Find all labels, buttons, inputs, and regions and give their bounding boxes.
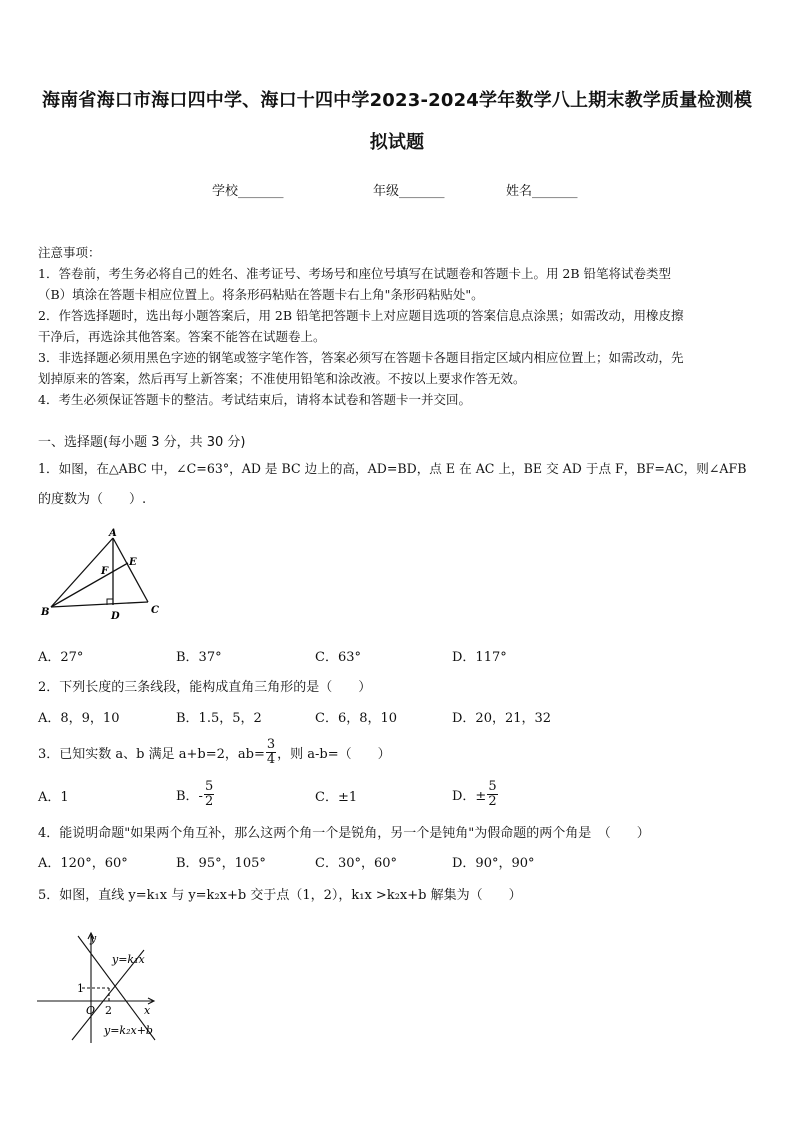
line-graph-figure	[34, 928, 174, 1048]
notes-line: （B）填涂在答题卡相应位置上。将条形码粘贴在答题卡右上角"条形码粘贴处"。	[38, 287, 484, 302]
point-d-label: D	[111, 611, 120, 622]
q3-fraction-num: 3	[266, 736, 276, 752]
q4-option-c[interactable]: C．30°，60°	[315, 856, 398, 871]
q2-option-c[interactable]: C．6，8，10	[315, 711, 398, 726]
q3-option-d-fraction	[487, 780, 497, 808]
q4-option-a[interactable]: A．120°，60°	[38, 856, 128, 871]
q4-option-d[interactable]: D．90°，90°	[452, 856, 535, 871]
point-a-label: A	[109, 528, 117, 539]
fraction-num: 5	[204, 778, 214, 794]
point-c-label: C	[151, 605, 159, 616]
q1-option-b[interactable]: B．37°	[176, 650, 222, 665]
point-f-label: F	[101, 566, 109, 577]
side-ac	[113, 538, 148, 602]
notes-line: 1．答卷前，考生务必将自己的姓名、准考证号、考场号和座位号填写在试题卷和答题卡上。用 2B 铅笔将试卷类型	[38, 266, 672, 281]
grade-field[interactable]: 年级_______	[373, 184, 445, 199]
q3-stem-text: 3．已知实数 a、b 满足 a+b=2，ab=	[38, 746, 265, 762]
fraction-num: 5	[488, 778, 497, 794]
q2-stem: 2．下列长度的三条线段，能构成直角三角形的是（ ）	[38, 680, 372, 695]
triangle-figure	[38, 525, 168, 625]
exam-title-line-2: 拟试题	[369, 132, 425, 153]
x-tick-label: 2	[105, 1004, 112, 1017]
q2-option-b[interactable]: B．1.5，5，2	[176, 711, 262, 726]
q3-stem	[38, 732, 391, 772]
notes-line: 3．非选择题必须用黑色字迹的钢笔或签字笔作答，答案必须写在答题卡各题目指定区域内相应位置上；如需改动，先	[38, 350, 684, 365]
q2-option-d[interactable]: D．20，21，32	[452, 711, 552, 726]
side-bc	[51, 602, 148, 607]
name-field[interactable]: 姓名_______	[506, 184, 578, 199]
q4-stem: 4．能说明命题"如果两个角互补，那么这两个角一个是锐角，另一个是钝角"为假命题的两个角是 （ ）	[38, 826, 650, 841]
line-1-label: y=k₁x	[112, 953, 145, 966]
segment-be	[51, 563, 128, 607]
x-axis-label: x	[144, 1004, 151, 1017]
exam-title-line-1: 海南省海口市海口四中学、海口十四中学2023-2024学年数学八上期末教学质量检测模	[41, 90, 753, 111]
notes-line: 划掉原来的答案，然后再写上新答案；不准使用铅笔和涂改液。不按以上要求作答无效。	[38, 371, 526, 386]
notes-heading: 注意事项：	[38, 245, 101, 260]
y-tick-label: 1	[77, 982, 84, 995]
point-e-label: E	[129, 557, 137, 568]
q2-option-a[interactable]: A．8，9，10	[38, 711, 120, 726]
q1-option-d[interactable]: D．117°	[452, 650, 507, 665]
section-heading: 一、选择题(每小题 3 分，共 30 分)	[38, 435, 246, 450]
line-2-label: y=k₂x+b	[104, 1024, 153, 1037]
q3-stem-tail: ，则 a-b=（ ）	[277, 746, 391, 762]
notes-line: 干净后，再选涂其他答案。答案不能答在试题卷上。	[38, 329, 326, 344]
q3-option-b-fraction	[204, 780, 214, 808]
q1-stem-line-2: 的度数为（ ）.	[38, 492, 147, 507]
q3-option-d[interactable]	[452, 774, 499, 814]
point-b-label: B	[41, 607, 50, 618]
q4-option-b[interactable]: B．95°，105°	[176, 856, 266, 871]
origin-label: O	[86, 1004, 96, 1017]
q3-option-b[interactable]	[176, 774, 215, 814]
q1-option-a[interactable]: A．27°	[38, 650, 84, 665]
notes-line: 2．作答选择题时，选出每小题答案后，用 2B 铅笔把答题卡上对应题目选项的答案信息点涂黑；如需改动，用橡皮擦	[38, 308, 684, 323]
school-field[interactable]: 学校_______	[212, 184, 284, 199]
q1-stem-line-1: 1．如图，在△ABC 中，∠C=63°，AD 是 BC 边上的高，AD=BD，点 E 在 AC 上，BE 交 AD 于点 F，BF=AC，则∠AFB	[38, 461, 747, 476]
notes-line: 4．考生必须保证答题卡的整洁。考试结束后，请将本试卷和答题卡一并交回。	[38, 392, 471, 407]
fraction-den: 2	[204, 793, 214, 809]
fraction-den: 2	[488, 793, 497, 809]
q3-option-d-prefix: D．±	[452, 788, 487, 804]
q3-option-c[interactable]: C．±1	[315, 790, 358, 805]
q3-fraction	[266, 738, 276, 766]
q5-stem: 5．如图，直线 y=k₁x 与 y=k₂x+b 交于点（1，2），k₁x >k₂x+b 解集为（ ）	[38, 888, 522, 903]
q3-fraction-den: 4	[266, 751, 276, 767]
q3-option-b-prefix: B．-	[176, 788, 203, 804]
q1-option-c[interactable]: C．63°	[315, 650, 361, 665]
q3-option-a[interactable]: A．1	[38, 790, 69, 805]
y-axis-label: y	[90, 932, 97, 945]
